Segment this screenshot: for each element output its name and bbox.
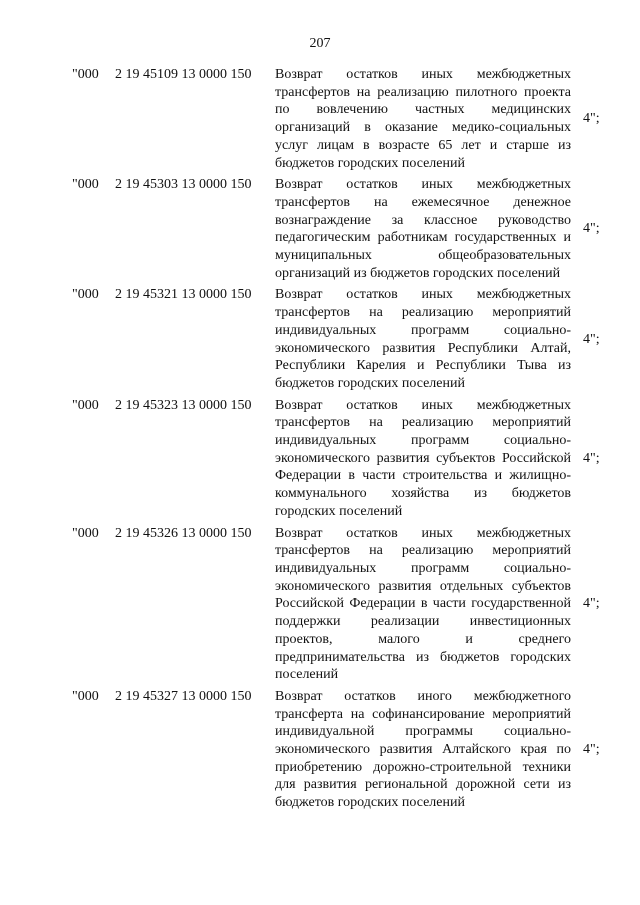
row-prefix: "000 xyxy=(72,287,99,303)
budget-code-table xyxy=(0,66,640,816)
row-prefix: "000 xyxy=(72,525,99,541)
budget-classification-code: 2 19 45323 13 0000 150 xyxy=(115,397,252,413)
row-description: Возврат остатков иного межбюджетного трансферта на софинансирование мероприятий индивидуальной программы социально-экономического развития Алтайского края по приобретению дорожно-строительной техники для развития региональной дорожной сети из бюджетов городских поселений xyxy=(275,688,571,811)
table-row xyxy=(0,66,640,172)
table-row xyxy=(0,397,640,521)
budget-classification-code: 2 19 45109 13 0000 150 xyxy=(115,67,252,82)
row-suffix: 4"; xyxy=(583,221,600,237)
row-suffix: 4"; xyxy=(583,111,600,127)
row-prefix: "000 xyxy=(72,688,99,704)
table-row xyxy=(0,176,640,282)
budget-classification-code: 2 19 45303 13 0000 150 xyxy=(115,177,252,193)
budget-classification-code: 2 19 45326 13 0000 150 xyxy=(115,525,252,541)
row-suffix: 4"; xyxy=(583,331,600,347)
row-description: Возврат остатков иных межбюджетных трансфертов на реализацию мероприятий индивидуальных программ социально-экономического развития субъектов Российской Федерации в части строительства и жилищно-коммунального хозяйства из бюджетов городских поселений xyxy=(275,397,571,519)
table-row xyxy=(0,286,640,392)
row-suffix: 4"; xyxy=(583,450,600,466)
budget-classification-code: 2 19 45327 13 0000 150 xyxy=(115,688,252,704)
table-row xyxy=(0,525,640,684)
row-description: Возврат остатков иных межбюджетных трансфертов на реализацию пилотного проекта по вовлечению частных медицинских организаций в оказание медико-социальных услуг лицам в возрасте 65 лет и старше из бюджетов городских поселений xyxy=(275,67,571,171)
row-description: Возврат остатков иных межбюджетных трансфертов на реализацию мероприятий индивидуальных программ социально-экономического развития Республики Алтай, Республики Карелия и Республики Тыва из бюджетов городских поселений xyxy=(275,287,571,391)
row-description: Возврат остатков иных межбюджетных трансфертов на ежемесячное денежное вознаграждение за классное руководство педагогическим работникам государственных и муниципальных общеобразовательных организаций из бюджетов городских поселений xyxy=(275,177,571,281)
row-prefix: "000 xyxy=(72,67,99,82)
table-row xyxy=(0,688,640,812)
row-prefix: "000 xyxy=(72,177,99,193)
row-suffix: 4"; xyxy=(583,742,600,758)
row-suffix: 4"; xyxy=(583,596,600,612)
row-description: Возврат остатков иных межбюджетных трансфертов на реализацию мероприятий индивидуальных программ социально-экономического развития отдельных субъектов Российской Федерации в части государственной поддержки реализации инвестиционных проектов, малого и среднего предпринимательства из бюджетов городских поселений xyxy=(275,525,571,683)
page-number: 207 xyxy=(309,36,331,51)
row-prefix: "000 xyxy=(72,397,99,413)
budget-classification-code: 2 19 45321 13 0000 150 xyxy=(115,287,252,303)
